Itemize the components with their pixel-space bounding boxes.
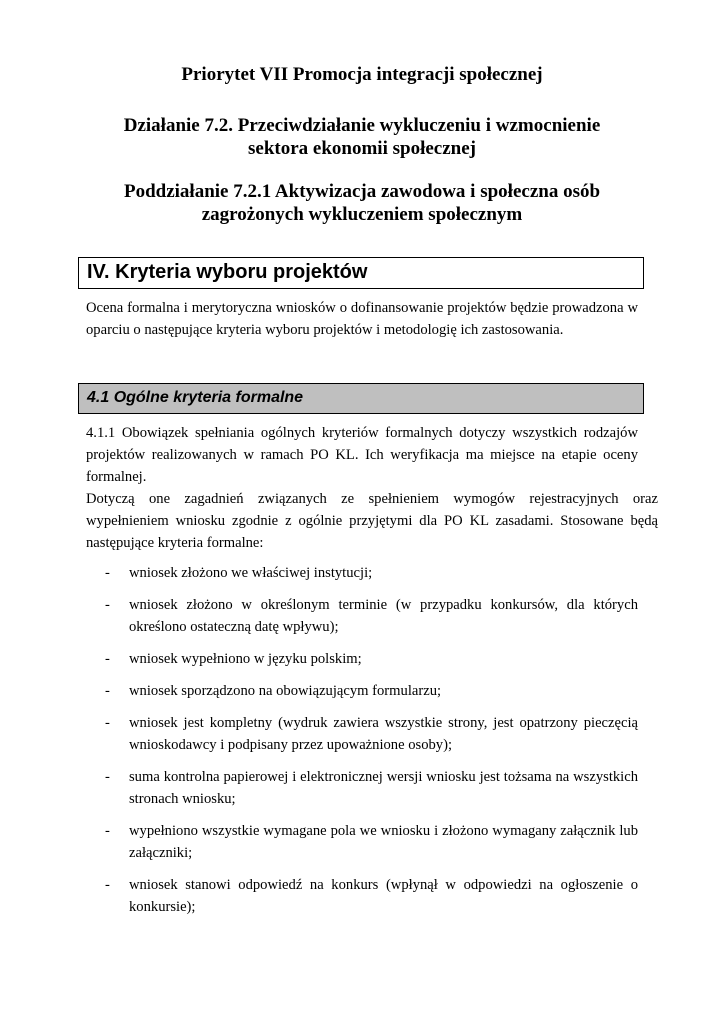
list-item — [86, 562, 638, 584]
bullet-dash-icon: - — [105, 823, 110, 839]
list-item-text: wniosek złożono we właściwej instytucji; — [129, 565, 373, 581]
bullet-dash-icon: - — [105, 565, 110, 581]
bullet-dash-icon: - — [105, 683, 110, 699]
list-item-text: suma kontrolna papierowej i elektronicznej wersji wniosku jest tożsama na wszystkich stronach wniosku; — [129, 769, 638, 807]
section-41-title: 4.1 Ogólne kryteria formalne — [87, 389, 304, 406]
heading-priorytet-text: Priorytet VII Promocja integracji społecznej — [181, 64, 543, 85]
section-iv-title: IV. Kryteria wyboru projektów — [87, 261, 368, 283]
list-item-text: wniosek złożono w określonym terminie (w przypadku konkursów, dla których określono ostateczną datę wpływu); — [129, 597, 638, 635]
section-41-title-box — [78, 383, 644, 414]
list-item — [86, 766, 638, 810]
list-item-text: wniosek jest kompletny (wydruk zawiera wszystkie strony, jest opatrzony pieczęcią wnioskodawcy i podpisany przez upoważnione osoby); — [129, 715, 638, 753]
list-item — [86, 648, 638, 670]
heading-priorytet — [60, 63, 664, 86]
list-item — [86, 680, 638, 702]
heading-dzialanie — [60, 114, 664, 160]
bullet-dash-icon: - — [105, 877, 110, 893]
heading-dzialanie-line1: Działanie 7.2. Przeciwdziałanie wykluczeniu i wzmocnienie — [123, 115, 601, 136]
list-item-text: wypełniono wszystkie wymagane pola we wniosku i złożono wymagany załącznik lub załączniki; — [129, 823, 638, 861]
bullet-dash-icon: - — [105, 651, 110, 667]
bullet-dash-icon: - — [105, 715, 110, 731]
paragraph-411: 4.1.1 Obowiązek spełniania ogólnych kryteriów formalnych dotyczy wszystkich rodzajów projektów realizowanych w ramach PO KL. Ich weryfikacja ma miejsce na etapie oceny formalnej. — [86, 425, 638, 485]
criteria-list — [86, 562, 638, 928]
heading-poddzialanie-line1: Poddziałanie 7.2.1 Aktywizacja zawodowa i społeczna osób — [123, 181, 601, 202]
heading-poddzialanie-line2: zagrożonych wykluczeniem społecznym — [201, 204, 523, 225]
list-item-text: wniosek wypełniono w języku polskim; — [129, 651, 362, 667]
bullet-dash-icon: - — [105, 597, 110, 613]
heading-poddzialanie — [60, 180, 664, 226]
list-item-text: wniosek stanowi odpowiedź na konkurs (wpłynął w odpowiedzi na ogłoszenie o konkursie); — [129, 877, 638, 915]
list-item — [86, 820, 638, 864]
bullet-dash-icon: - — [105, 769, 110, 785]
heading-dzialanie-line2: sektora ekonomii społecznej — [248, 138, 476, 159]
list-item-text: wniosek sporządzono na obowiązującym formularzu; — [129, 683, 442, 699]
list-item — [86, 594, 638, 638]
paragraph-dotycza: Dotyczą one zagadnień związanych ze spełnieniem wymogów rejestracyjnych oraz wypełnieniem wniosku zgodnie z ogólnie przyjętymi dla PO KL zasadami. Stosowane będą następujące kryteria formalne: — [86, 491, 658, 551]
list-item — [86, 874, 638, 918]
section-iv-title-box — [78, 257, 644, 289]
list-item — [86, 712, 638, 756]
section-iv-intro: Ocena formalna i merytoryczna wniosków o dofinansowanie projektów będzie prowadzona w oparciu o następujące kryteria wyboru projektów i metodologię ich zastosowania. — [86, 300, 638, 338]
